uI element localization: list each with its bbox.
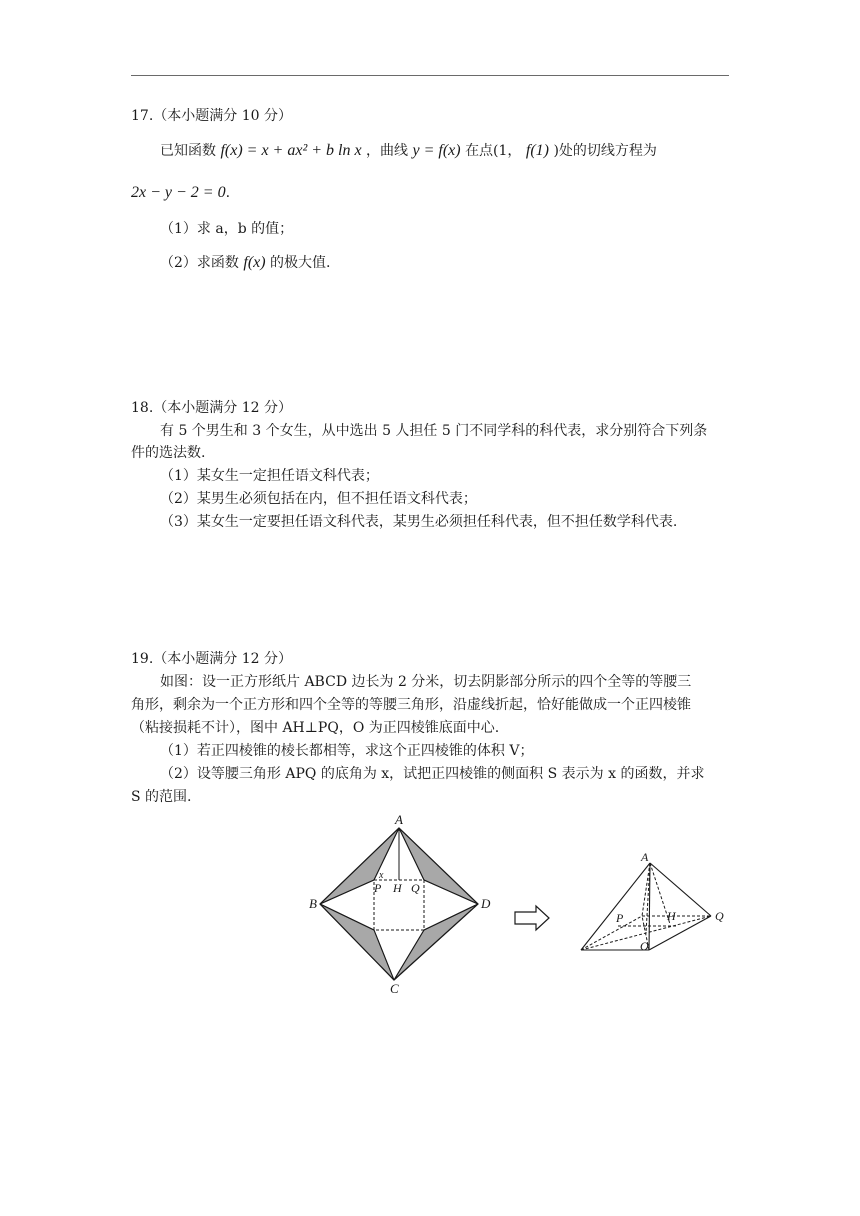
q19-part2a: （2）设等腰三角形 APQ 的底角为 x，试把正四棱锥的侧面积 S 表示为 x 的函数，并求 xyxy=(160,766,705,782)
pyr-edge-right xyxy=(650,863,711,916)
pyr-label-p: P xyxy=(616,911,624,925)
pyr-edge-front xyxy=(649,863,650,950)
q17-function-formula: f(x) = x + ax² + b ln x xyxy=(220,142,362,159)
q19-header: 19.（本小题满分 12 分） xyxy=(131,651,292,667)
q18-header: 18.（本小题满分 12 分） xyxy=(131,400,292,416)
q19-line3: （粘接损耗不计），图中 AH⊥PQ，O 为正四棱锥底面中心. xyxy=(131,720,500,736)
label-h: H xyxy=(393,881,402,895)
q19-part2b: S 的范围. xyxy=(131,789,192,805)
label-x: x xyxy=(379,870,384,881)
pyr-label-h: H xyxy=(667,909,676,923)
pyr-label-q: Q xyxy=(715,909,724,923)
pyramid-diagram xyxy=(581,850,724,953)
label-b: B xyxy=(309,896,317,911)
pyr-base-right xyxy=(649,916,711,950)
q17-part2 xyxy=(160,253,330,273)
q17-curve-formula: y = f(x) xyxy=(412,142,461,159)
q17-point: 在点(1， xyxy=(465,143,522,159)
q18-line1: 有 5 个男生和 3 个女生，从中选出 5 人担任 5 门不同学科的科代表，求分别符合下列条 xyxy=(160,423,708,439)
q17-part1: （1）求 a，b 的值； xyxy=(160,221,294,237)
label-a: A xyxy=(395,812,403,827)
q18-line2: 件的选法数. xyxy=(131,445,206,461)
q19-figure xyxy=(300,808,740,994)
label-p: P xyxy=(374,881,382,895)
pyr-edge-left xyxy=(581,863,650,950)
pyr-label-a: A xyxy=(641,850,649,864)
q19-part1: （1）若正四棱锥的棱长都相等，求这个正四棱锥的体积 V； xyxy=(160,743,534,759)
q17-part2-func: f(x) xyxy=(243,254,266,271)
pyr-label-o: O xyxy=(640,939,649,953)
label-q: Q xyxy=(411,881,420,895)
q17-mid: ，曲线 xyxy=(366,143,409,159)
unfolded-net-diagram xyxy=(309,812,491,994)
q17-suffix: )处的切线方程为 xyxy=(553,143,657,159)
q17-tangent-end: . xyxy=(225,185,231,201)
q17-header: 17.（本小题满分 10 分） xyxy=(131,108,292,124)
q17-line1 xyxy=(160,141,657,161)
pyr-base-left-hidden xyxy=(581,916,642,950)
fold-arrow-icon xyxy=(515,906,549,930)
label-c: C xyxy=(390,981,399,994)
q17-part2-suffix: 的极大值. xyxy=(270,255,331,271)
header-rule xyxy=(131,75,729,76)
q19-line2: 角形，剩余为一个正方形和四个全等的等腰三角形，沿虚线折起，恰好能做成一个正四棱锥 xyxy=(131,697,691,713)
q18-part1: （1）某女生一定担任语文科代表； xyxy=(160,468,379,484)
q17-prefix: 已知函数 xyxy=(160,143,216,159)
q17-line2 xyxy=(131,183,230,203)
q19-line1: 如图：设一正方形纸片 ABCD 边长为 2 分米，切去阴影部分所示的四个全等的等腰三 xyxy=(160,674,692,690)
label-d: D xyxy=(481,896,491,911)
q17-part2-prefix: （2）求函数 xyxy=(160,255,239,271)
q17-tangent-formula: 2x − y − 2 = 0 xyxy=(131,184,226,201)
q18-part2: （2）某男生必须包括在内，但不担任语文科代表； xyxy=(160,491,477,507)
q17-f1: f(1) xyxy=(525,142,549,159)
q18-part3: （3）某女生一定要担任语文科代表，某男生必须担任科代表，但不担任数学科代表. xyxy=(160,514,678,530)
